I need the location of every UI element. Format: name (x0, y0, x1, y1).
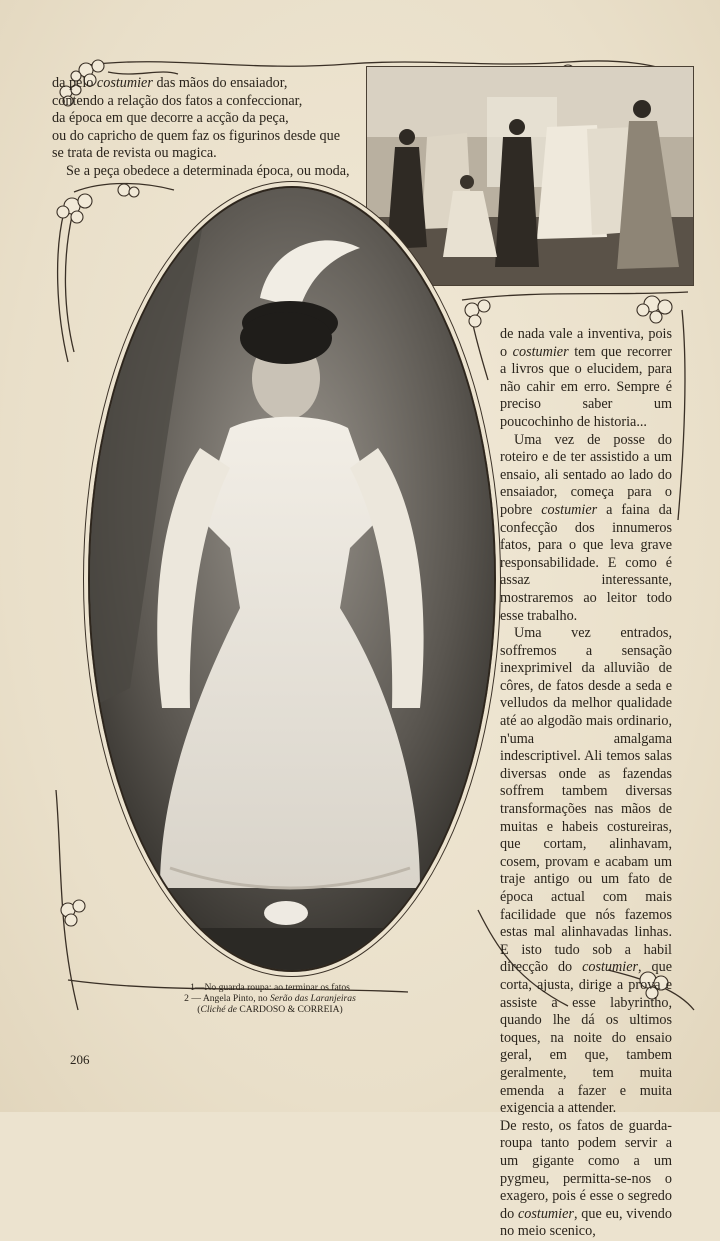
paragraph: Uma vez entrados, soffremos a sensação inexprimivel da alluvião de côres, de fatos desde a seda e velludos da melhor qualidade até ao algodão mais ordinario, n'uma amalgama indescriptivel. Ali temos salas diversas onde as fazendas soffrem tambem diversas transformações nas mãos de muitas e habeis costureiras, que cortam, alinhavam, cosem, provam e acabam um traje antigo ou um fato de época actual com mais facilidade que nós fazemos estas mal alinhavadas linhas. E isto tudo sob a habil direcção do costumier, que corta, ajusta, dirige a prova e assiste a esse labyrintho, quando lhe dá os ultimos toques, na noite do ensaio geral, em que, tambem geralmente, tem muita emenda a fazer e muita exigencia a attender. (500, 625, 672, 1117)
top-paragraph (52, 75, 362, 181)
text-line: da pelo costumier das mãos do ensaiador, (52, 75, 288, 91)
page-number: 206 (70, 1052, 90, 1067)
text-line: contendo a relação dos fatos a confeccionar, (52, 92, 303, 109)
wardrobe-room-illustration (367, 67, 693, 285)
caption-line: 1—No guarda roupa: ao terminar os fatos (190, 982, 350, 993)
wardrobe-room-photo (366, 66, 694, 286)
paragraph: De resto, os fatos de guarda-roupa tanto podem servir a um gigante como a um pygmeu, permitta-se-nos o exagero, pois é esse o segredo do costumier, que eu, vivendo no meio scenico, (500, 1117, 672, 1240)
photo-captions (100, 982, 440, 1015)
actress-portrait-illustration (90, 188, 494, 970)
portrait-oval-photo (88, 186, 496, 972)
text-line: se trata de revista ou magica. (52, 145, 217, 162)
caption-line: (Cliché de CARDOSO & CORREIA) (197, 1004, 343, 1015)
paragraph: de nada vale a inventiva, pois o costumier tem que recorrer a livros que o elucidem, para não cahir em erro. Sempre é preciso saber um poucochinho de historia... (500, 326, 672, 430)
text-line: Se a peça obedece a determinada época, ou moda, (66, 162, 350, 179)
text-line: da época em que decorre a acção da peça, (52, 110, 289, 127)
paragraph: Uma vez de posse do roteiro e de ter assistido a um ensaio, ali sentado ao lado do ensaiador, começa para o pobre costumier a faina da confecção dos innumeros fatos, para o que leva grave responsabilidade. E como é assaz interessante, mostraremos ao leitor todo esse trabalho. (500, 431, 672, 624)
right-column-text (500, 326, 672, 1241)
text-line: ou do capricho de quem faz os figurinos desde que (52, 127, 340, 144)
caption-line: 2 — Angela Pinto, no Serão das Laranjeiras (184, 993, 356, 1004)
